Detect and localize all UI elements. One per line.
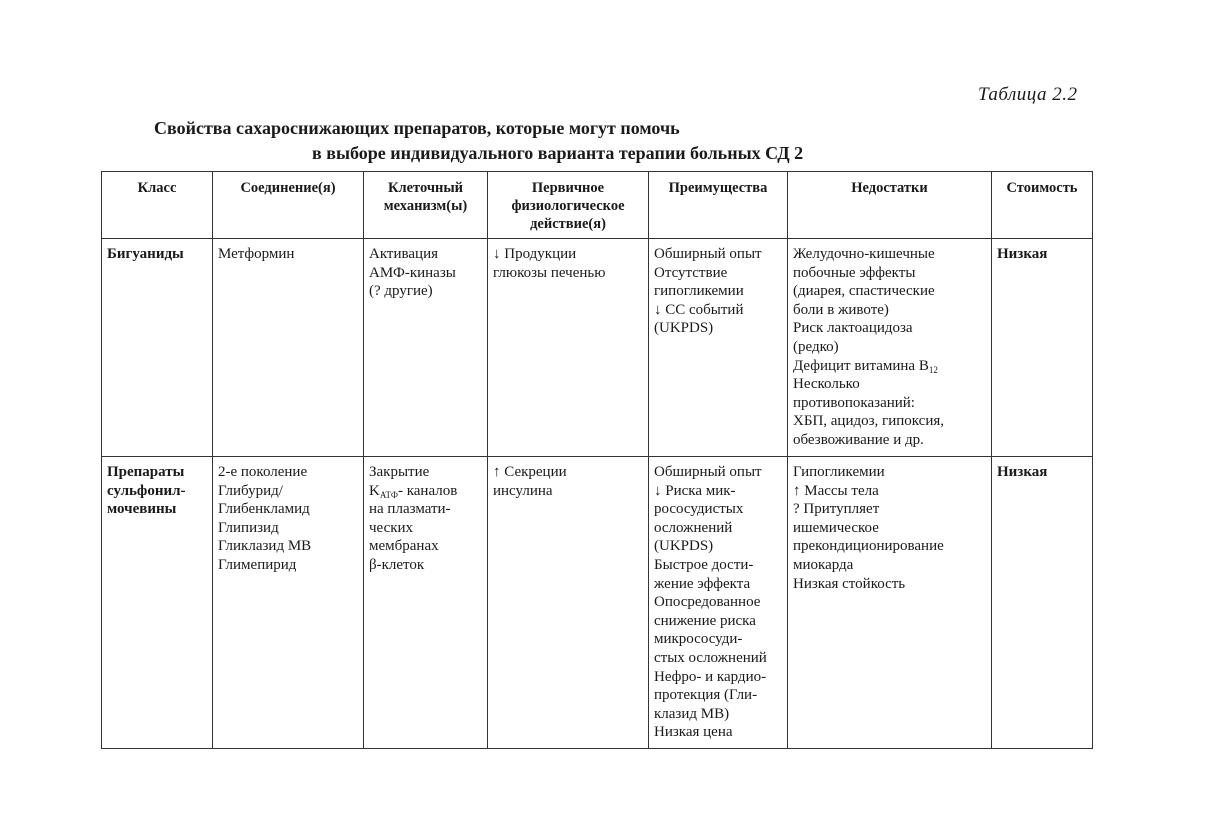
- text-line: ↑ Секреции: [493, 464, 567, 480]
- text-line: мочевины: [107, 501, 177, 518]
- cell-disadvantages: [788, 239, 992, 457]
- cell-action: [488, 457, 649, 749]
- text-line: гипогликемии: [654, 283, 744, 300]
- vitamin-subscript: 12: [928, 364, 938, 375]
- header-mechanism: [364, 172, 488, 239]
- header-disadvantages: [788, 172, 992, 239]
- text-line: ↑ Массы тела: [793, 482, 879, 499]
- text-line: Первичное: [531, 180, 605, 196]
- text-line: Низкая стойкость: [793, 575, 906, 592]
- text-line: Недостатки: [851, 180, 928, 196]
- disadvantage-line: побочные эффекты: [793, 264, 916, 281]
- cell-mechanism: [364, 239, 488, 457]
- text-line: Быстрое дости-: [654, 556, 754, 573]
- disadvantage-line: боли в животе): [793, 301, 889, 318]
- text-line: ческих: [369, 519, 414, 536]
- title-line-1: Свойства сахароснижающих препаратов, которые могут помочь: [154, 118, 680, 138]
- text-line: прекондиционирование: [793, 538, 944, 555]
- disadvantage-line: (редко): [793, 338, 839, 355]
- text-line: Стоимость: [1006, 180, 1078, 196]
- text-line: ? Притупляет: [793, 501, 880, 518]
- text-line: Глипизид: [218, 519, 279, 536]
- disadvantage-line: (диарея, спастические: [793, 283, 935, 300]
- cell-compounds: [213, 457, 364, 749]
- text-line: β-клеток: [369, 556, 425, 573]
- text-line: Класс: [137, 180, 177, 196]
- text-line: АМФ-киназы: [369, 264, 456, 281]
- text-line: Обширный опыт: [654, 246, 762, 262]
- vitamin-b12-line: [793, 357, 986, 376]
- vitamin-text: Дефицит витамина B: [793, 357, 929, 374]
- text-line: ↓ Продукции: [493, 246, 577, 262]
- text-line: снижение риска: [654, 612, 756, 629]
- text-line: Гипогликемии: [793, 464, 885, 480]
- header-compounds: [213, 172, 364, 239]
- mechanism-lines: [369, 500, 482, 574]
- text-line: стых осложнений: [654, 649, 767, 666]
- properties-table: [101, 171, 1093, 749]
- text-line: Бигуаниды: [107, 246, 184, 262]
- text-line: Активация: [369, 246, 439, 262]
- header-action: [488, 172, 649, 239]
- disadvantage-line: обезвоживание и др.: [793, 431, 924, 448]
- text-line: Глимепирид: [218, 556, 297, 573]
- table-row: [102, 239, 1093, 457]
- katp-suffix: - каналов: [397, 482, 458, 499]
- cell-disadvantages: [788, 457, 992, 749]
- header-row: [102, 172, 1093, 239]
- text-line: Глибурид/: [218, 482, 283, 499]
- text-line: Глибенкламид: [218, 501, 310, 518]
- text-line: протекция (Гли-: [654, 687, 758, 704]
- katp-subscript: АТФ: [379, 489, 398, 500]
- text-line: действие(я): [530, 216, 606, 232]
- text-line: микрососуди-: [654, 631, 743, 648]
- text-line: клазид MB): [654, 705, 730, 722]
- text-line: (? другие): [369, 283, 433, 300]
- text-line: мембранах: [369, 538, 439, 555]
- text-line: ↓ Риска мик-: [654, 482, 736, 499]
- header-advantages: [649, 172, 788, 239]
- cell-class: [102, 239, 213, 457]
- cell-mechanism: [364, 457, 488, 749]
- text-line: Клеточный: [387, 180, 464, 196]
- table-row: [102, 457, 1093, 749]
- header-cost: [992, 172, 1093, 239]
- text-line: рососудистых: [654, 501, 744, 518]
- text-line: осложнений: [654, 519, 733, 536]
- text-line: Отсутствие: [654, 264, 728, 281]
- text-line: (UKPDS): [654, 320, 714, 337]
- disadvantage-line: противопоказаний:: [793, 394, 915, 411]
- text-line: механизм(ы): [383, 198, 468, 214]
- text-line: Обширный опыт: [654, 464, 762, 480]
- text-line: жение эффекта: [654, 575, 751, 592]
- text-line: Метформин: [218, 246, 295, 262]
- cell-class: [102, 457, 213, 749]
- katp-channel-line: [369, 482, 482, 501]
- text-line: сульфонил-: [107, 482, 186, 499]
- cell-cost: Низкая: [992, 239, 1093, 457]
- header-class: [102, 172, 213, 239]
- disadvantage-line: Риск лактоацидоза: [793, 320, 913, 337]
- text-line: 2-е поколение: [218, 464, 308, 480]
- table-number: Таблица 2.2: [978, 84, 1078, 105]
- text-line: Гликлазид MB: [218, 538, 312, 555]
- disadvantage-line: Несколько: [793, 376, 860, 393]
- title-line-2: в выборе индивидуального варианта терапии больных СД 2: [312, 143, 804, 163]
- text-line: Соединение(я): [240, 180, 336, 196]
- text-line: инсулина: [493, 482, 553, 499]
- cell-action: [488, 239, 649, 457]
- text-line: глюкозы печенью: [493, 264, 606, 281]
- text-line: ишемическое: [793, 519, 879, 536]
- text-line: Преимущества: [668, 180, 768, 196]
- table-title: [154, 116, 803, 166]
- text-line: ↓ СС событий: [654, 301, 744, 318]
- text-line: Низкая цена: [654, 724, 733, 741]
- k-letter: K: [369, 482, 380, 499]
- mechanism-line: Закрытие: [369, 464, 430, 480]
- disadvantage-line: Желудочно-кишечные: [793, 246, 935, 262]
- cell-advantages: [649, 239, 788, 457]
- text-line: (UKPDS): [654, 538, 714, 555]
- cell-compounds: [213, 239, 364, 457]
- cell-cost: Низкая: [992, 457, 1093, 749]
- text-line: миокарда: [793, 556, 854, 573]
- text-line: Опосредованное: [654, 594, 761, 611]
- disadvantage-line: ХБП, ацидоз, гипоксия,: [793, 413, 945, 430]
- cell-advantages: [649, 457, 788, 749]
- text-line: на плазмати-: [369, 501, 451, 518]
- text-line: Нефро- и кардио-: [654, 668, 767, 685]
- text-line: физиологическое: [511, 198, 625, 214]
- text-line: Препараты: [107, 464, 185, 480]
